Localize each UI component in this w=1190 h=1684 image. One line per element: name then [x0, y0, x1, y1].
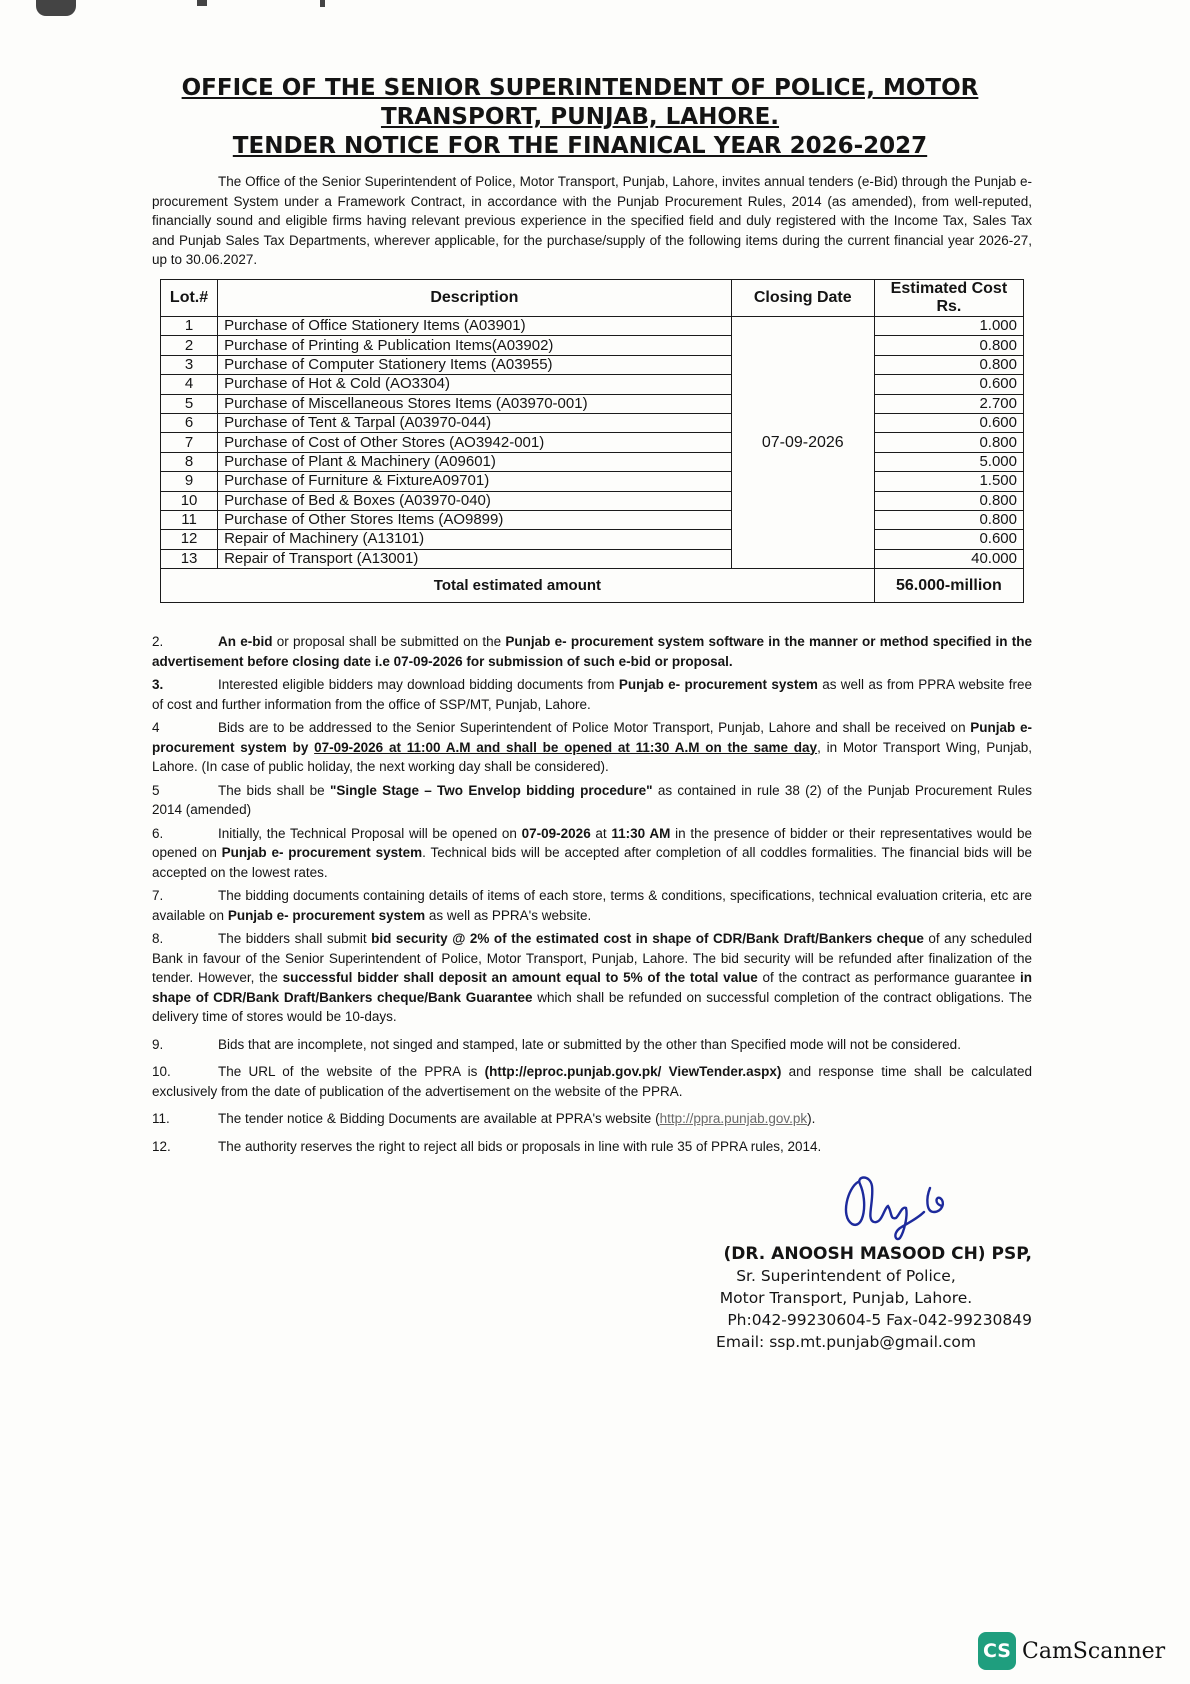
camscanner-logo-icon: CS — [978, 1632, 1016, 1670]
condition-text: The bidders shall submit — [218, 931, 372, 946]
condition-text: in the presence of bidder or their representatives would be opened on — [152, 825, 1032, 860]
lot-number: 6 — [161, 413, 218, 432]
signatory-email: Email: ssp.mt.punjab@gmail.com — [716, 1333, 976, 1351]
total-label: Total estimated amount — [161, 569, 875, 603]
signatory-title: Sr. Superintendent of Police, — [736, 1267, 956, 1285]
condition-text: at — [590, 825, 612, 841]
table-row — [161, 530, 1024, 549]
total-value: 56.000-million — [874, 569, 1023, 603]
table-row — [161, 452, 1024, 471]
condition-7 — [152, 886, 1032, 925]
lot-number: 2 — [161, 336, 218, 355]
conditions-list — [152, 632, 1032, 1160]
table-row — [161, 355, 1024, 374]
condition-number: 3. — [152, 677, 164, 692]
condition-3 — [152, 675, 1032, 714]
table-row — [161, 510, 1024, 529]
condition-11 — [152, 1109, 1032, 1129]
condition-number: 7. — [152, 888, 164, 903]
table-total-row — [161, 569, 1024, 603]
condition-number: 11. — [152, 1111, 170, 1126]
camscanner-watermark — [978, 1632, 1165, 1670]
document-heading — [150, 74, 1010, 161]
signatory-office: Motor Transport, Punjab, Lahore. — [719, 1289, 973, 1307]
condition-text: of the contract as performance guarantee — [757, 970, 1021, 985]
condition-text: Punjab e- procurement system — [618, 677, 818, 692]
item-description: Purchase of Hot & Cold (AO3304) — [218, 375, 732, 394]
condition-text: The bids shall be — [218, 782, 330, 798]
intro-text: The Office of the Senior Superintendent of Police, Motor Transport, Punjab, Lahore, invites annual tenders (e-Bid) through the Punjab e-procurement System under a Framework Contract, in accordance with the Punjab Procurement Rules, 2014 (as amended), from well-reputed, financially sound and eligible firms having relevant previous experience in the specified field and duly registered with the Income Tax, Sales Tax and Punjab Sales Tax Departments, wherever applicable, for the purchase/supply of the following items during the current financial year 2026-27, up to 30.06.2027. — [152, 174, 1032, 267]
item-description: Repair of Transport (A13001) — [218, 549, 732, 568]
condition-8 — [152, 929, 1032, 1027]
table-row — [161, 491, 1024, 510]
lot-number: 5 — [161, 394, 218, 413]
tender-items-table — [160, 279, 1024, 603]
item-description: Purchase of Other Stores Items (AO9899) — [218, 510, 732, 529]
condition-text: as well as from PPRA website free of cost and further information from the office of SSP/MT, Punjab, Lahore. — [152, 677, 1032, 712]
condition-text: or proposal shall be submitted on the — [272, 634, 506, 649]
lot-number: 9 — [161, 472, 218, 491]
table-row — [161, 336, 1024, 355]
item-cost: 1.000 — [874, 317, 1023, 336]
condition-text: of any scheduled Bank in favour of the Senior Superintendent of Police, Motor Transport, Punjab, Lahore. The bid security will be refunded after finalization of the tender. However, the — [152, 931, 1033, 985]
handwritten-signature — [830, 1172, 960, 1244]
condition-number: 9. — [152, 1036, 164, 1052]
condition-text: An e-bid — [218, 634, 273, 649]
item-cost: 0.800 — [874, 433, 1023, 452]
condition-text: 07-09-2026 at 11:00 A.M and shall be opened at 11:30 A.M on the same day — [314, 739, 818, 755]
table-row — [161, 433, 1024, 452]
lot-number: 8 — [161, 452, 218, 471]
condition-6 — [152, 824, 1032, 883]
condition-text: , in Motor Transport Wing, Punjab, Lahore. (In case of public holiday, the next working day shall be considered). — [152, 739, 1032, 774]
item-description: Repair of Machinery (A13101) — [218, 530, 732, 549]
condition-text: ). — [807, 1111, 816, 1126]
condition-text: Punjab e- procurement system software in the manner or method specified in the advertisement before closing date i.e 07-09-2026 for submission of such e-bid or proposal. — [152, 634, 1032, 669]
item-cost: 0.800 — [874, 355, 1023, 374]
lot-number: 12 — [161, 530, 218, 549]
table-row — [161, 317, 1024, 336]
signatory-phone: Ph:042-99230604-5 Fax-042-99230849 — [727, 1311, 1032, 1329]
table-row — [161, 394, 1024, 413]
condition-text: The URL of the website of the PPRA is — [218, 1064, 485, 1079]
condition-text: (http://eproc.punjab.gov.pk/ ViewTender.aspx) — [484, 1064, 782, 1079]
item-description: Purchase of Printing & Publication Items(A03902) — [218, 336, 732, 355]
header-closing-date: Closing Date — [731, 280, 874, 317]
item-description: Purchase of Tent & Tarpal (A03970-044) — [218, 413, 732, 432]
item-cost: 2.700 — [874, 394, 1023, 413]
condition-text: The bidding documents containing details of items of each store, terms & conditions, specifications, technical evaluation criteria, etc are available on — [152, 888, 1032, 923]
header-lot: Lot.# — [161, 280, 218, 317]
closing-date-cell: 07-09-2026 — [731, 317, 874, 569]
item-cost: 0.800 — [874, 510, 1023, 529]
lot-number: 4 — [161, 375, 218, 394]
condition-5 — [152, 781, 1032, 820]
item-cost: 0.600 — [874, 530, 1023, 549]
item-cost: 0.600 — [874, 413, 1023, 432]
condition-12 — [152, 1137, 1032, 1157]
condition-text: by — [286, 739, 315, 755]
condition-text: "Single Stage – Two Envelop bidding procedure" — [329, 782, 653, 798]
ppra-website-link[interactable]: http://ppra.punjab.gov.pk — [659, 1111, 808, 1126]
table-row — [161, 375, 1024, 394]
item-description: Purchase of Plant & Machinery (A09601) — [218, 452, 732, 471]
header-description: Description — [218, 280, 732, 317]
condition-text: The authority reserves the right to reject all bids or proposals in line with rule 35 of PPRA rules, 2014. — [218, 1138, 822, 1154]
item-description: Purchase of Furniture & FixtureA09701) — [218, 472, 732, 491]
item-cost: 0.600 — [874, 375, 1023, 394]
table-row — [161, 413, 1024, 432]
heading-line-1: OFFICE OF THE SENIOR SUPERINTENDENT OF POLICE, MOTOR — [181, 75, 979, 101]
heading-line-3: TENDER NOTICE FOR THE FINANICAL YEAR 2026-2027 — [232, 133, 928, 159]
item-description: Purchase of Cost of Other Stores (AO3942-001) — [218, 433, 732, 452]
condition-text: Bids are to be addressed to the Senior Superintendent of Police Motor Transport, Punjab, Lahore and shall be received on — [218, 720, 971, 735]
condition-text: Bids that are incomplete, not singed and stamped, late or submitted by the other than Specified mode will not be considered. — [218, 1036, 961, 1052]
condition-text: Initially, the Technical Proposal will be opened on — [218, 825, 522, 841]
item-description: Purchase of Miscellaneous Stores Items (A03970-001) — [218, 394, 732, 413]
table-row — [161, 472, 1024, 491]
condition-text: as contained in rule 38 (2) of the Punjab Procurement Rules 2014 (amended) — [152, 782, 1032, 817]
condition-text: in shape of CDR/Bank Draft/Bankers cheque/Bank Guarantee — [152, 970, 1033, 1005]
condition-text: and response time shall be calculated exclusively from the date of publication of the advertisement on the website of the PPRA. — [152, 1064, 1033, 1099]
condition-number: 6. — [152, 825, 164, 841]
item-description: Purchase of Computer Stationery Items (A03955) — [218, 355, 732, 374]
condition-number: 8. — [152, 931, 164, 946]
condition-text: as well as PPRA's website. — [425, 907, 592, 923]
condition-number: 2. — [152, 634, 164, 649]
condition-text: bid security @ 2% of the estimated cost in shape of CDR/Bank Draft/Bankers cheque — [371, 931, 924, 946]
heading-line-2: TRANSPORT, PUNJAB, LAHORE. — [380, 104, 780, 130]
condition-2 — [152, 632, 1032, 671]
item-cost: 0.800 — [874, 336, 1023, 355]
condition-text: Punjab e- procurement system — [221, 845, 423, 860]
item-description: Purchase of Bed & Boxes (A03970-040) — [218, 491, 732, 510]
signatory-name: (DR. ANOOSH MASOOD CH) PSP, — [723, 1244, 1032, 1264]
lot-number: 1 — [161, 317, 218, 336]
signature-block — [660, 1243, 1032, 1353]
item-cost: 0.800 — [874, 491, 1023, 510]
intro-paragraph — [152, 172, 1032, 270]
lot-number: 11 — [161, 510, 218, 529]
condition-number: 10. — [152, 1064, 171, 1079]
item-cost: 40.000 — [874, 549, 1023, 568]
condition-text: successful bidder shall deposit an amount equal to 5% of the total value — [282, 970, 758, 985]
scan-artifact — [36, 0, 76, 16]
lot-number: 13 — [161, 549, 218, 568]
condition-text: Punjab e- procurement system — [227, 907, 426, 923]
condition-text: The tender notice & Bidding Documents are available at PPRA's website ( — [218, 1111, 660, 1126]
lot-number: 7 — [161, 433, 218, 452]
condition-number: 5 — [152, 782, 160, 798]
condition-number: 4 — [152, 720, 160, 735]
table-header-row — [161, 280, 1024, 317]
condition-4 — [152, 718, 1032, 777]
condition-text: . Technical bids will be accepted after completion of all coddles formalities. The financial bids will be accepted on the lowest rates. — [152, 845, 1032, 880]
lot-number: 3 — [161, 355, 218, 374]
item-description: Purchase of Office Stationery Items (A03901) — [218, 317, 732, 336]
condition-text: 07-09-2026 — [521, 825, 591, 841]
condition-text: which shall be refunded on successful completion of the contract obligations. The delivery time of stores would be 10-days. — [152, 989, 1033, 1024]
condition-text: Punjab e- procurement system — [152, 720, 1032, 755]
lot-number: 10 — [161, 491, 218, 510]
item-cost: 1.500 — [874, 472, 1023, 491]
condition-number: 12. — [152, 1138, 171, 1154]
condition-text: Interested eligible bidders may download bidding documents from — [218, 677, 619, 692]
scan-artifact — [320, 0, 325, 7]
condition-10 — [152, 1062, 1032, 1101]
scan-artifact — [197, 0, 207, 6]
header-estimated-cost: Estimated Cost Rs. — [874, 280, 1023, 317]
camscanner-label: CamScanner — [1022, 1638, 1166, 1664]
table-row — [161, 549, 1024, 568]
condition-9 — [152, 1035, 1032, 1055]
item-cost: 5.000 — [874, 452, 1023, 471]
condition-text: 11:30 AM — [611, 825, 671, 841]
